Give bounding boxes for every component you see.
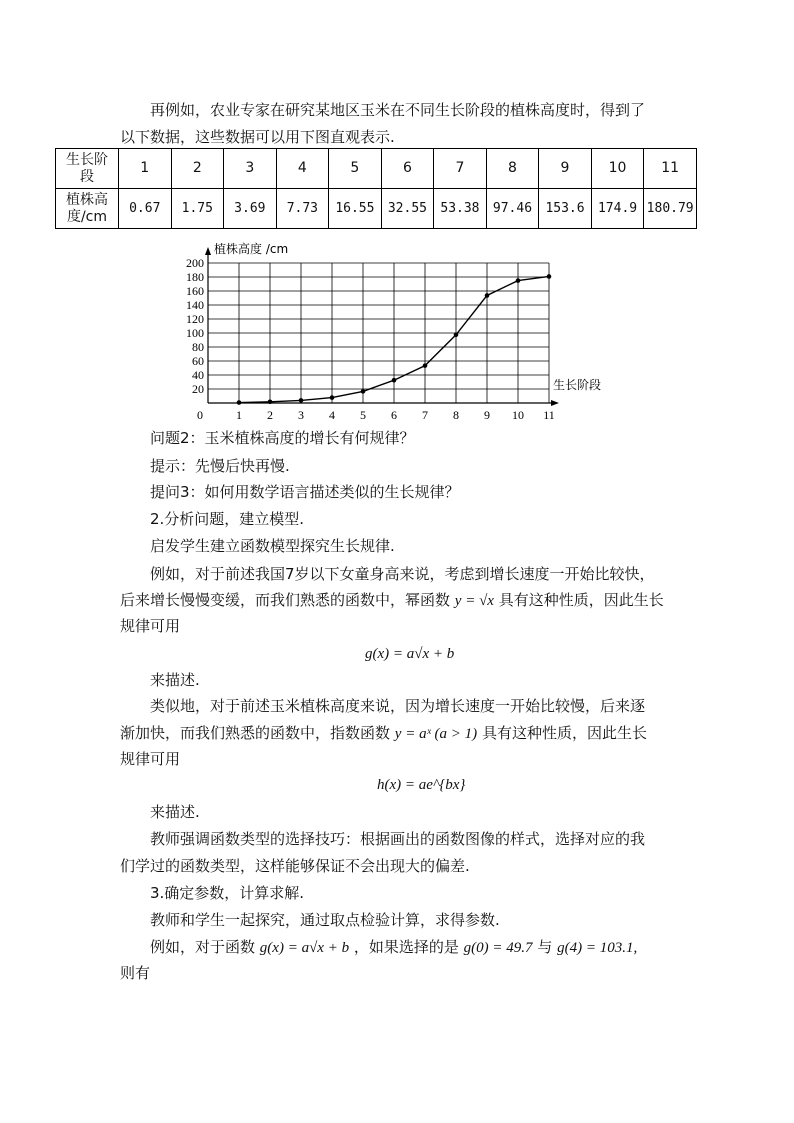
y-axis-arrow [205,247,211,255]
x-tick-label: 0 [197,408,203,422]
table-row-height [56,189,697,229]
table-row-stage [56,149,697,189]
describe-1: 来描述. [150,671,200,689]
table-cell: 11 [644,149,697,189]
data-point [268,399,273,404]
x-tick-label: 11 [543,408,555,422]
height-chart [186,232,630,422]
explore-text: 教师和学生一起探究，通过取点检验计算，求得参数. [150,911,500,929]
x-tick-label: 8 [453,408,459,422]
hint-text: 提示：先慢后快再慢. [150,457,290,475]
table-cell: 9 [539,149,592,189]
x-axis-arrow [551,400,559,406]
x-tick-label: 6 [391,408,397,422]
section-2-heading: 2.分析问题，建立模型. [150,510,305,528]
data-point [237,400,242,405]
x-tick-label: 1 [236,408,242,422]
y-tick-label: 160 [186,284,204,298]
tip-line-2: 们学过的函数类型，这样能够保证不会出现大的偏差. [120,857,470,875]
data-point [361,389,366,394]
similar-line-3: 规律可用 [120,750,181,768]
describe-2: 来描述. [150,803,200,821]
y-tick-label: 80 [192,340,204,354]
example-2-line-2: 则有 [120,964,151,982]
table-cell: 8 [486,149,539,189]
data-point [454,332,459,337]
formula-h: h(x) = ae^{bx} [377,777,466,793]
data-point [547,274,552,279]
x-tick-label: 5 [360,408,366,422]
x-tick-label: 4 [329,408,335,422]
table-cell: 0.67 [119,189,172,229]
example-1-line-2: 后来增长慢慢变缓，而我们熟悉的函数中，幂函数 y = √x 具有这种性质，因此生长 [120,591,664,609]
y-tick-label: 100 [186,326,204,340]
table-cell: 97.46 [486,189,539,229]
table-cell: 7 [434,149,487,189]
question-3: 提问3：如何用数学语言描述类似的生长规律？ [150,483,460,501]
example-1-line-3: 规律可用 [120,617,181,635]
data-point [423,363,428,368]
y-tick-label: 140 [186,298,204,312]
section-3-heading: 3.确定参数，计算求解. [150,884,305,902]
intro-line-2: 以下数据，这些数据可以用下图直观表示. [120,128,395,146]
question-2: 问题2：玉米植株高度的增长有何规律？ [150,429,415,447]
table-cell: 4 [276,149,329,189]
table-cell: 7.73 [276,189,329,229]
table-cell: 174.9 [591,189,644,229]
table-cell: 16.55 [329,189,382,229]
data-table [55,148,697,229]
y-tick-label: 180 [186,270,204,284]
y-tick-label: 40 [192,368,204,382]
example-2-line-1: 例如，对于函数 g(x) = a√x + b ，如果选择的是 g(0) = 49.7 与 g(4) = 103.1, [150,938,638,956]
table-cell: 6 [381,149,434,189]
data-point [485,293,490,298]
data-point [330,395,335,400]
x-axis-label: 生长阶段 [553,378,602,392]
similar-line-2: 渐加快，而我们熟悉的函数中，指数函数 y = aˣ (a > 1) 具有这种性质，因此生长 [120,724,647,742]
table-cell: 153.6 [539,189,592,229]
example-1-line-1: 例如，对于前述我国7岁以下女童身高来说，考虑到增长速度一开始比较快， [150,565,655,583]
table-header-height: 植株高 度/cm [56,189,119,229]
table-cell: 1.75 [171,189,224,229]
table-header-stage: 生长阶 段 [56,149,119,189]
y-axis-label: 植株高度 /cm [214,242,289,256]
table-cell: 3.69 [224,189,277,229]
table-cell: 3 [224,149,277,189]
y-tick-label: 120 [186,312,204,326]
guide-text: 启发学生建立函数模型探究生长规律. [150,537,395,555]
tip-line-1: 教师强调函数类型的选择技巧：根据画出的函数图像的样式，选择对应的我 [150,830,646,848]
similar-line-1: 类似地，对于前述玉米植株高度来说，因为增长速度一开始比较慢，后来逐 [150,697,646,715]
table-cell: 5 [329,149,382,189]
data-point [299,398,304,403]
data-point [516,278,521,283]
y-tick-label: 60 [192,354,204,368]
x-tick-label: 9 [484,408,490,422]
table-cell: 53.38 [434,189,487,229]
x-tick-label: 7 [422,408,428,422]
y-tick-label: 20 [192,382,204,396]
data-point [392,378,397,383]
intro-line-1: 再例如，农业专家在研究某地区玉米在不同生长阶段的植株高度时，得到了 [150,101,646,119]
table-cell: 180.79 [644,189,697,229]
x-tick-label: 10 [512,408,524,422]
table-cell: 2 [171,149,224,189]
formula-g: g(x) = a√x + b [365,646,455,662]
y-tick-label: 200 [186,256,204,270]
x-tick-label: 2 [267,408,273,422]
table-cell: 1 [119,149,172,189]
x-tick-label: 3 [298,408,304,422]
table-cell: 32.55 [381,189,434,229]
table-cell: 10 [591,149,644,189]
